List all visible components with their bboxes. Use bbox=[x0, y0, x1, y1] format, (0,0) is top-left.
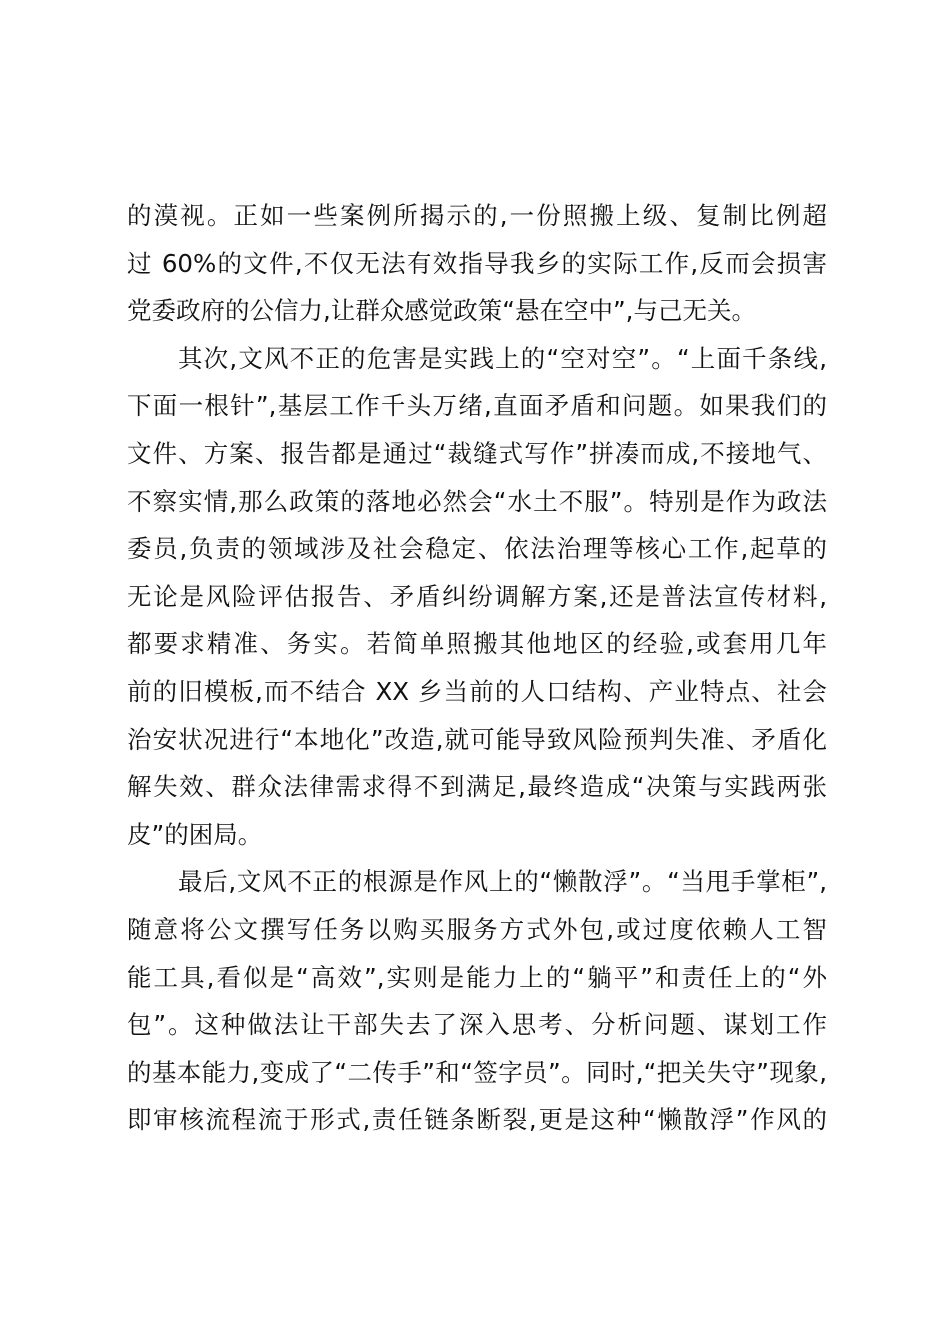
paragraph-2-line-11: 皮”的困局。 bbox=[127, 819, 263, 849]
paragraph-2-line-1: 其次,文风不正的危害是实践上的“空对空”。“上面千条线, bbox=[178, 343, 827, 373]
paragraph-2-line-2: 下面一根针”,基层工作千头万绪,直面矛盾和问题。如果我们的 bbox=[127, 391, 827, 421]
paragraph-1-line-1: 的漠视。正如一些案例所揭示的,一份照搬上级、复制比例超 bbox=[127, 201, 827, 230]
paragraph-3-line-6: 即审核流程流于形式,责任链条断裂,更是这种“懒散浮”作风的 bbox=[127, 1105, 827, 1135]
paragraph-3-line-4: 包”。这种做法让干部失去了深入思考、分析问题、谋划工作 bbox=[127, 1010, 827, 1040]
paragraph-2-line-6: 无论是风险评估报告、矛盾纠纷调解方案,还是普法宣传材料, bbox=[127, 581, 827, 611]
paragraph-2-line-7: 都要求精准、务实。若简单照搬其他地区的经验,或套用几年 bbox=[127, 629, 827, 659]
paragraph-2-line-3: 文件、方案、报告都是通过“裁缝式写作”拼凑而成,不接地气、 bbox=[127, 438, 827, 468]
paragraph-1-line-2: 过 60%的文件,不仅无法有效指导我乡的实际工作,反而会损害 bbox=[127, 248, 827, 278]
paragraph-2-line-9: 治安状况进行“本地化”改造,就可能导致风险预判失准、矛盾化 bbox=[127, 724, 827, 754]
paragraph-3-line-1: 最后,文风不正的根源是作风上的“懒散浮”。“当甩手掌柜”, bbox=[178, 867, 827, 897]
paragraph-1-line-3: 党委政府的公信力,让群众感觉政策“悬在空中”,与己无关。 bbox=[127, 296, 756, 326]
paragraph-2-line-8: 前的旧模板,而不结合 XX 乡当前的人口结构、产业特点、社会 bbox=[127, 676, 827, 706]
paragraph-3-line-2: 随意将公文撰写任务以购买服务方式外包,或过度依赖人工智 bbox=[127, 914, 827, 944]
paragraph-3-line-3: 能工具,看似是“高效”,实则是能力上的“躺平”和责任上的“外 bbox=[127, 962, 827, 992]
document-body bbox=[127, 192, 827, 1144]
paragraph-2-line-4: 不察实情,那么政策的落地必然会“水土不服”。特别是作为政法 bbox=[127, 486, 827, 516]
paragraph-2-line-10: 解失效、群众法律需求得不到满足,最终造成“决策与实践两张 bbox=[127, 772, 827, 802]
paragraph-2-line-5: 委员,负责的领域涉及社会稳定、依法治理等核心工作,起草的 bbox=[127, 534, 827, 564]
paragraph-3-line-5: 的基本能力,变成了“二传手”和“签字员”。同时,“把关失守”现象, bbox=[127, 1057, 827, 1087]
